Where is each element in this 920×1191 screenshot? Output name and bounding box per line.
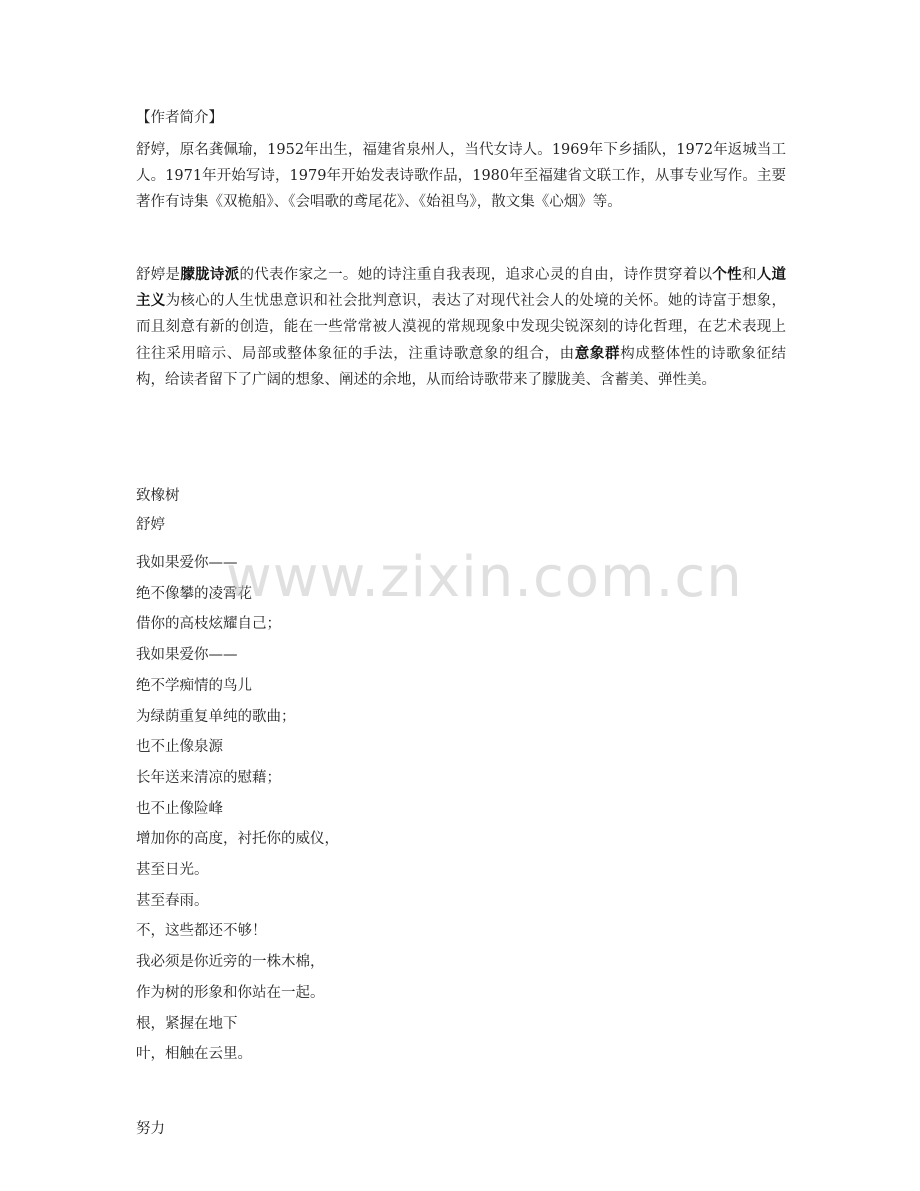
poem-line: 我如果爱你—— (136, 647, 238, 664)
watermark: www.zixin.com.cn (226, 545, 743, 610)
poem-line: 为绿荫重复单纯的歌曲； (136, 708, 296, 725)
poem-line: 不，这些都还不够！ (136, 923, 267, 940)
bold-term: 朦胧诗派 (180, 266, 240, 283)
poem-line: 我必须是你近旁的一株木棉， (136, 954, 325, 971)
text-run: 和 (741, 267, 757, 283)
poem-line: 叶，相触在云里。 (136, 1046, 252, 1063)
poem-line: 甚至日光。 (136, 862, 209, 878)
poem-title: 致橡树 (136, 488, 180, 504)
bold-term: 意象群 (574, 344, 621, 362)
poem-line: 也不止像险峰 (136, 800, 223, 817)
text-run: 的代表作家之一。她的诗注重自我表现，追求心灵的自由，诗作贯穿着以 (239, 267, 713, 283)
poem-line: 增加你的高度，衬托你的威仪， (136, 831, 339, 848)
text-run: 构成整体性的诗歌象征结构，给读者留下了广阔的想象、阐述的余地，从而给诗歌带来了朦胧美、含蓄美、弹性美。 (136, 345, 787, 388)
poem-line: 甚至春雨。 (136, 892, 209, 909)
section-heading: 【作者简介】 (136, 110, 223, 126)
bold-term: 个性 (712, 266, 742, 283)
poem-line: 作为树的形象和你站在一起。 (136, 984, 325, 1001)
footer-word: 努力 (136, 1121, 165, 1137)
bold-term: 人道主义 (136, 266, 787, 310)
poem-line: 根，紧握在地下 (136, 1015, 238, 1032)
style-paragraph (136, 262, 786, 393)
text-run: 舒婷是 (136, 267, 181, 283)
poem-line: 借你的高枝炫耀自己； (136, 616, 281, 633)
poem-line: 也不止像泉源 (136, 739, 223, 756)
poem-author: 舒婷 (136, 517, 165, 533)
poem-line: 绝不学痴情的鸟儿 (136, 677, 252, 694)
text-run: 为核心的人生忧患意识和社会批判意识，表达了对现代社会人的处境的关怀。她的诗富于想象，而且刻意有新的创造，能在一些常常被人漠视的常规现象中发现尖锐深刻的诗化哲理，在艺术表现上往往采用暗示、局部或整体象征的手法，注重诗歌意象的组合，由 (136, 293, 787, 362)
author-bio: 舒婷，原名龚佩瑜，1952年出生，福建省泉州人，当代女诗人。1969年下乡插队，1972年返城当工人。1971年开始写诗，1979年开始发表诗歌作品，1980年至福建省文联工作，从事专业写作。主要著作有诗集《双桅船》、《会唱歌的鸢尾花》、《始祖鸟》，散文集《心烟》等。 (136, 142, 786, 211)
poem-line: 绝不像攀的凌霄花 (136, 585, 252, 602)
poem-line: 长年送来清凉的慰藉； (136, 769, 281, 786)
poem-line: 我如果爱你—— (136, 555, 238, 571)
